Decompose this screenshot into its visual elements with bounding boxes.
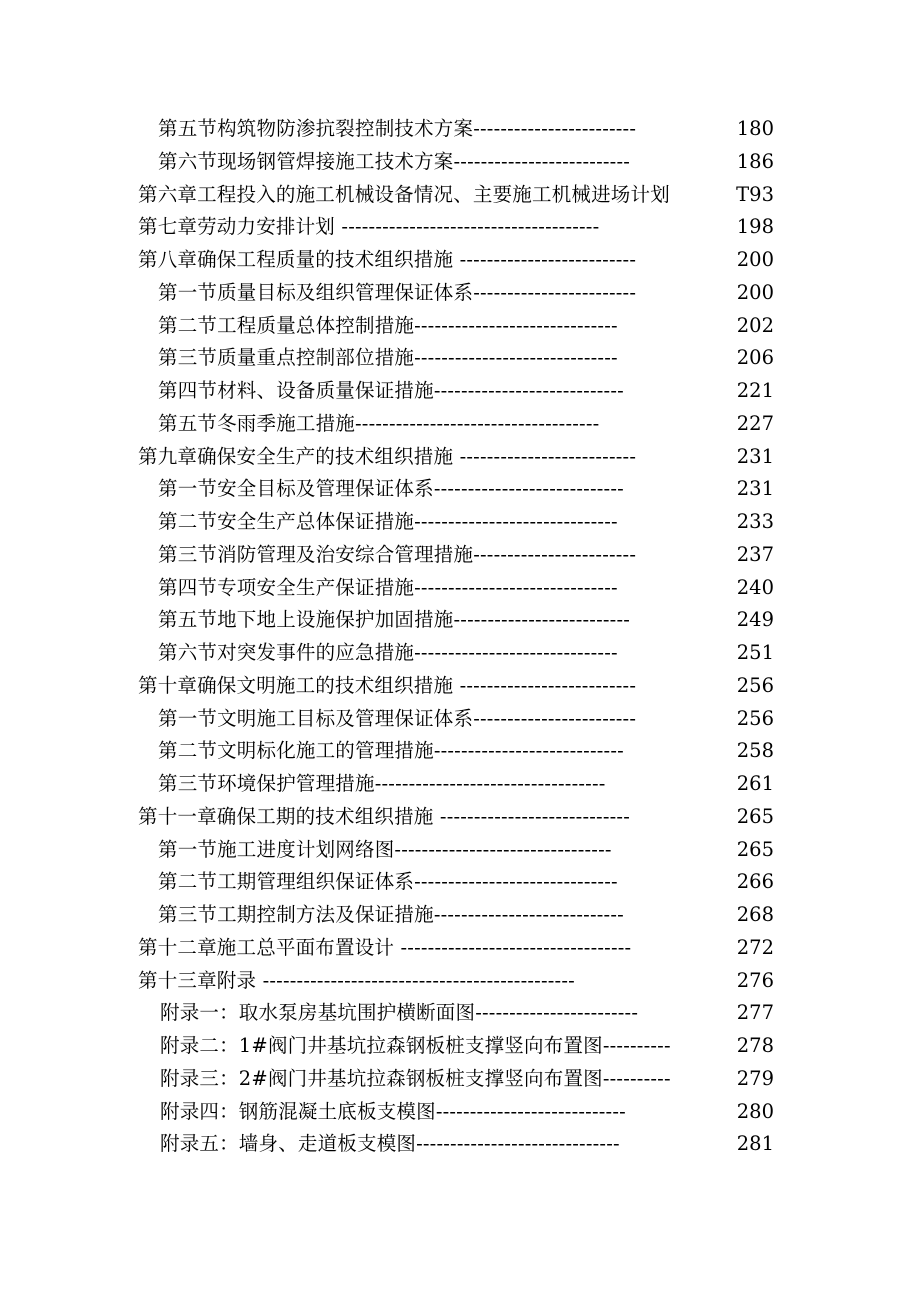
toc-page-number: 256 [736,673,774,697]
toc-entry-title [158,375,774,408]
toc-section-entry[interactable] [0,572,920,605]
toc-entry-title-text: 第十二章施工总平面布置设计 [138,935,401,959]
toc-leader-dashes: ---------------------------------------------- [262,968,575,992]
toc-entry-title [158,637,774,670]
toc-appendix-entry[interactable] [0,1030,920,1063]
toc-section-entry[interactable] [0,834,920,867]
toc-section-entry[interactable] [0,473,920,506]
toc-entry-title [160,1030,774,1063]
toc-leader-dashes: -------------------------------------- [341,215,600,239]
toc-leader-dashes: ---------------------------- [433,379,624,402]
toc-section-entry[interactable] [0,703,920,736]
toc-section-entry[interactable] [0,506,920,539]
toc-entry-title [138,670,774,703]
toc-leader-dashes: ---------------------------- [433,903,624,926]
toc-chapter-entry[interactable] [0,244,920,277]
toc-page-number: 281 [736,1132,774,1156]
toc-page-number: 200 [736,248,774,271]
toc-entry-title [158,473,774,506]
toc-leader-dashes: ------------------------------ [414,641,618,664]
toc-entry-title-text: 第六章工程投入的施工机械设备情况、主要施工机械进场计划 [138,182,670,206]
toc-page-number: 231 [736,477,774,501]
toc-entry-title [160,1096,774,1129]
toc-page-number: 240 [736,575,774,599]
toc-page-number: 266 [736,870,774,894]
toc-section-entry[interactable] [0,146,920,179]
toc-leader-dashes: ------------------------ [473,280,637,304]
toc-entry-title-text: 第十三章附录 [138,968,263,992]
toc-section-entry[interactable] [0,375,920,408]
toc-entry-title [158,834,774,867]
toc-leader-dashes: ------------------------------ [414,870,618,894]
toc-entry-title-text: 第二节工期管理组织保证体系 [158,870,415,894]
toc-entry-title-text: 第四节材料、设备质量保证措施 [158,379,434,402]
toc-entry-title-text: 第三节环境保护管理措施 [158,772,375,795]
toc-chapter-entry[interactable] [0,965,920,998]
toc-section-entry[interactable] [0,408,920,441]
toc-chapter-entry[interactable] [0,932,920,965]
toc-page-number: 261 [736,772,774,795]
toc-entry-title-text: 第三节质量重点控制部位措施 [158,346,415,370]
toc-page-number: 258 [736,739,774,763]
toc-section-entry[interactable] [0,539,920,572]
toc-page-number: T93 [736,182,774,206]
toc-entry-title-text: 第二节文明标化施工的管理措施 [158,739,434,763]
toc-leader-dashes: ---------------------------- [433,477,624,501]
toc-appendix-entry[interactable] [0,997,920,1030]
toc-leader-dashes: ---------- [602,1066,671,1090]
toc-chapter-entry[interactable] [0,211,920,244]
toc-entry-title [158,899,774,932]
toc-leader-dashes: -------------------------- [453,149,631,173]
toc-section-entry[interactable] [0,768,920,801]
toc-leader-dashes: ------------------------ [473,542,637,566]
toc-entry-title [138,244,774,277]
toc-leader-dashes: -------------------------------- [394,837,612,861]
toc-entry-title [138,441,774,474]
toc-entry-title [158,768,774,801]
table-of-contents [0,113,920,1161]
toc-section-entry[interactable] [0,899,920,932]
toc-entry-title-text: 第九章确保安全生产的技术组织措施 [138,444,460,468]
toc-chapter-entry[interactable] [0,801,920,834]
toc-page-number: 186 [736,149,774,173]
toc-section-entry[interactable] [0,735,920,768]
toc-leader-dashes: ------------------------ [473,706,637,730]
toc-entry-title-text: 第十章确保文明施工的技术组织措施 [138,673,460,697]
toc-page-number: 276 [736,968,774,992]
toc-page-number: 278 [736,1034,774,1057]
toc-entry-title [158,277,774,310]
toc-page-number: 231 [736,444,774,468]
toc-page-number: 233 [736,510,774,533]
toc-section-entry[interactable] [0,637,920,670]
toc-entry-title [138,965,774,998]
toc-leader-dashes: -------------------------- [459,444,637,468]
toc-section-entry[interactable] [0,342,920,375]
toc-entry-title-text: 第七章劳动力安排计划 [138,215,342,239]
toc-entry-title-text: 第三节工期控制方法及保证措施 [158,903,434,926]
toc-entry-title-text: 第一节安全目标及管理保证体系 [158,477,434,501]
toc-entry-title-text: 附录四：钢筋混凝土底板支模图 [160,1099,436,1123]
toc-page-number: 227 [736,411,774,435]
toc-section-entry[interactable] [0,113,920,146]
toc-page-number: 277 [736,1001,774,1025]
toc-chapter-entry[interactable] [0,441,920,474]
toc-entry-title-text: 附录三：2#阀门井基坑拉森钢板桩支撑竖向布置图 [160,1066,603,1090]
toc-leader-dashes: ---------------------------------- [374,772,606,795]
toc-leader-dashes: ------------------------------ [414,346,618,370]
toc-appendix-entry[interactable] [0,1128,920,1161]
toc-page-number: 202 [736,313,774,337]
toc-appendix-entry[interactable] [0,1063,920,1096]
toc-entry-title-text: 第二节安全生产总体保证措施 [158,510,415,533]
toc-leader-dashes: -------------------------- [459,673,637,697]
toc-entry-title-text: 第一节质量目标及组织管理保证体系 [158,280,474,304]
toc-entry-title [138,179,800,212]
toc-entry-title [138,211,774,244]
toc-leader-dashes: ------------------------------ [416,1132,620,1156]
toc-page-number: 268 [736,903,774,926]
toc-entry-title-text: 第八章确保工程质量的技术组织措施 [138,248,460,271]
toc-entry-title [158,539,774,572]
toc-entry-title [158,146,774,179]
toc-leader-dashes: ------------------------------ [414,510,618,533]
toc-entry-title-text: 附录一：取水泵房基坑围护横断面图 [160,1001,476,1025]
toc-chapter-entry[interactable] [0,179,920,212]
toc-entry-title-text: 第五节构筑物防渗抗裂控制技术方案 [158,117,474,140]
toc-chapter-entry[interactable] [0,670,920,703]
toc-page-number: 265 [736,804,774,828]
toc-leader-dashes: ---------------------------- [433,739,624,763]
toc-entry-title [158,408,774,441]
toc-section-entry[interactable] [0,604,920,637]
toc-leader-dashes: ------------------------------------ [355,411,600,435]
toc-leader-dashes: ---------------------------- [435,1099,626,1123]
toc-entry-title [158,866,774,899]
toc-page-number: 206 [736,346,774,370]
toc-leader-dashes: ---------------------------------- [400,935,632,959]
toc-section-entry[interactable] [0,866,920,899]
toc-entry-title [158,572,774,605]
toc-entry-title-text: 第五节地下地上设施保护加固措施 [158,608,454,632]
toc-section-entry[interactable] [0,310,920,343]
toc-entry-title [138,801,774,834]
toc-section-entry[interactable] [0,277,920,310]
toc-page-number: 237 [736,542,774,566]
toc-leader-dashes: -------------------------- [453,608,631,632]
toc-entry-title [138,932,774,965]
toc-entry-title-text: 第十一章确保工期的技术组织措施 [138,804,440,828]
toc-entry-title [158,703,774,736]
toc-leader-dashes: ------------------------ [473,117,637,140]
toc-entry-title [158,342,774,375]
toc-page-number: 280 [736,1099,774,1123]
toc-entry-title-text: 第四节专项安全生产保证措施 [158,575,415,599]
toc-appendix-entry[interactable] [0,1096,920,1129]
toc-leader-dashes: ------------------------ [475,1001,639,1025]
toc-entry-title [158,310,774,343]
toc-entry-title [160,997,774,1030]
toc-page-number: 221 [736,379,774,402]
toc-leader-dashes: ------------------------------ [414,575,618,599]
toc-entry-title-text: 附录五：墙身、走道板支模图 [160,1132,417,1156]
toc-entry-title-text: 第一节施工进度计划网络图 [158,837,395,861]
toc-entry-title [158,113,774,146]
toc-page-number: 249 [736,608,774,632]
toc-page-number: 272 [736,935,774,959]
toc-page-number: 180 [736,117,774,140]
toc-entry-title [158,604,774,637]
toc-leader-dashes: ------------------------------ [414,313,618,337]
toc-entry-title-text: 附录二：1#阀门井基坑拉森钢板桩支撑竖向布置图 [160,1034,603,1057]
toc-page-number: 251 [736,641,774,664]
toc-leader-dashes: ---------------------------- [439,804,630,828]
toc-page-number: 200 [736,280,774,304]
toc-leader-dashes: -------------------------- [459,248,637,271]
toc-entry-title-text: 第六节现场钢管焊接施工技术方案 [158,149,454,173]
toc-entry-title [158,506,774,539]
toc-entry-title-text: 第五节冬雨季施工措施 [158,411,356,435]
toc-entry-title-text: 第三节消防管理及治安综合管理措施 [158,542,474,566]
toc-page-number: 279 [736,1066,774,1090]
toc-entry-title [160,1063,774,1096]
toc-entry-title [160,1128,774,1161]
toc-entry-title-text: 第二节工程质量总体控制措施 [158,313,415,337]
toc-page-number: 198 [736,215,774,239]
toc-entry-title [158,735,774,768]
toc-page-number: 265 [736,837,774,861]
toc-page-number: 256 [736,706,774,730]
toc-entry-title-text: 第一节文明施工目标及管理保证体系 [158,706,474,730]
toc-leader-dashes: ---------- [602,1034,671,1057]
toc-entry-title-text: 第六节对突发事件的应急措施 [158,641,415,664]
